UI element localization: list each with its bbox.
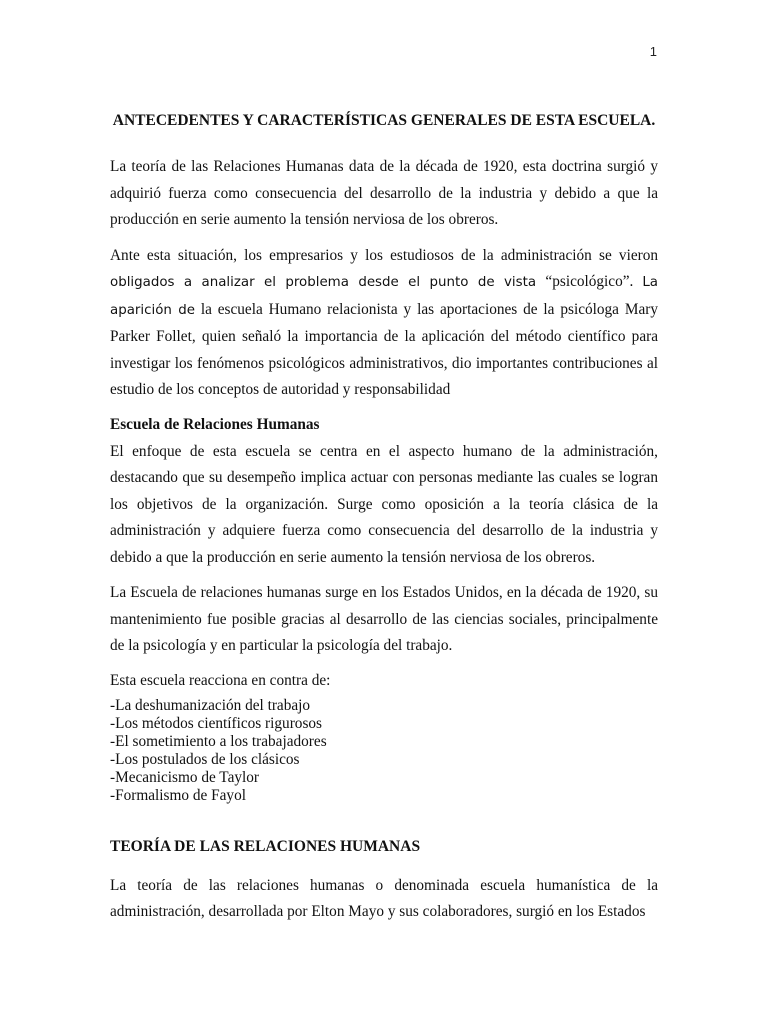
page-number: 1	[649, 44, 657, 59]
main-heading: ANTECEDENTES Y CARACTERÍSTICAS GENERALES DE ESTA ESCUELA.	[112, 112, 656, 129]
paragraph-reacciona: Esta escuela reacciona en contra de:	[110, 671, 331, 689]
paragraph-situation-part-a: Ante esta situación, los empresarios y los estudiosos de la administración se vieron	[110, 246, 658, 264]
list-item: -Los postulados de los clásicos	[110, 750, 300, 768]
paragraph-situation-part-c: “psicológico”.	[545, 273, 643, 290]
list-item: -La deshumanización del trabajo	[110, 696, 311, 714]
paragraph-situation-part-b: obligados a analizar el problema desde el punto de vista	[110, 275, 546, 290]
paragraph-teoria: La teoría de las relaciones humanas o denominada escuela humanística de la administración, desarrollada por Elton Mayo y sus colaboradores, surgió en los Estados	[110, 876, 658, 920]
document-body	[110, 110, 658, 935]
list-item: -El sometimiento a los trabajadores	[110, 732, 327, 750]
section-heading: TEORÍA DE LAS RELACIONES HUMANAS	[110, 837, 421, 855]
list-item: -Los métodos científicos rigurosos	[110, 714, 322, 732]
list-item: -Mecanicismo de Taylor	[110, 768, 260, 786]
paragraph-situation-part-d: La aparición de	[110, 275, 658, 318]
list-item: -Formalismo de Fayol	[110, 786, 246, 804]
paragraph-origen: La Escuela de relaciones humanas surge en los Estados Unidos, en la década de 1920, su mantenimiento fue posible gracias al desarrollo de las ciencias sociales, principalmente de la psicología y en particular la psicología del trabajo.	[110, 584, 658, 654]
paragraph-enfoque: El enfoque de esta escuela se centra en el aspecto humano de la administración, destacando que su desempeño implica actuar con personas mediante las cuales se logran los objetivos de la organización. Surge como oposición a la teoría clásica de la administración y adquiere fuerza como consecuencia del desarrollo de la industria y debido a que la producción en serie aumento la tensión nerviosa de los obreros.	[110, 442, 658, 566]
paragraph-situation-part-e: la escuela Humano relacionista y las aportaciones de la psicóloga Mary Parker Follet, quien señaló la importancia de la aplicación del método científico para investigar los fenómenos psicológicos administrativos, dio importantes contribuciones al estudio de los conceptos de autoridad y responsabilidad	[110, 300, 658, 398]
reaction-list	[110, 697, 658, 805]
subheading-escuela: Escuela de Relaciones Humanas	[110, 415, 320, 433]
paragraph-intro: La teoría de las Relaciones Humanas data de la década de 1920, esta doctrina surgió y adquirió fuerza como consecuencia del desarrollo de la industria y debido a que la producción en serie aumento la tensión nerviosa de los obreros.	[110, 158, 658, 228]
paragraph-situation	[110, 243, 658, 404]
